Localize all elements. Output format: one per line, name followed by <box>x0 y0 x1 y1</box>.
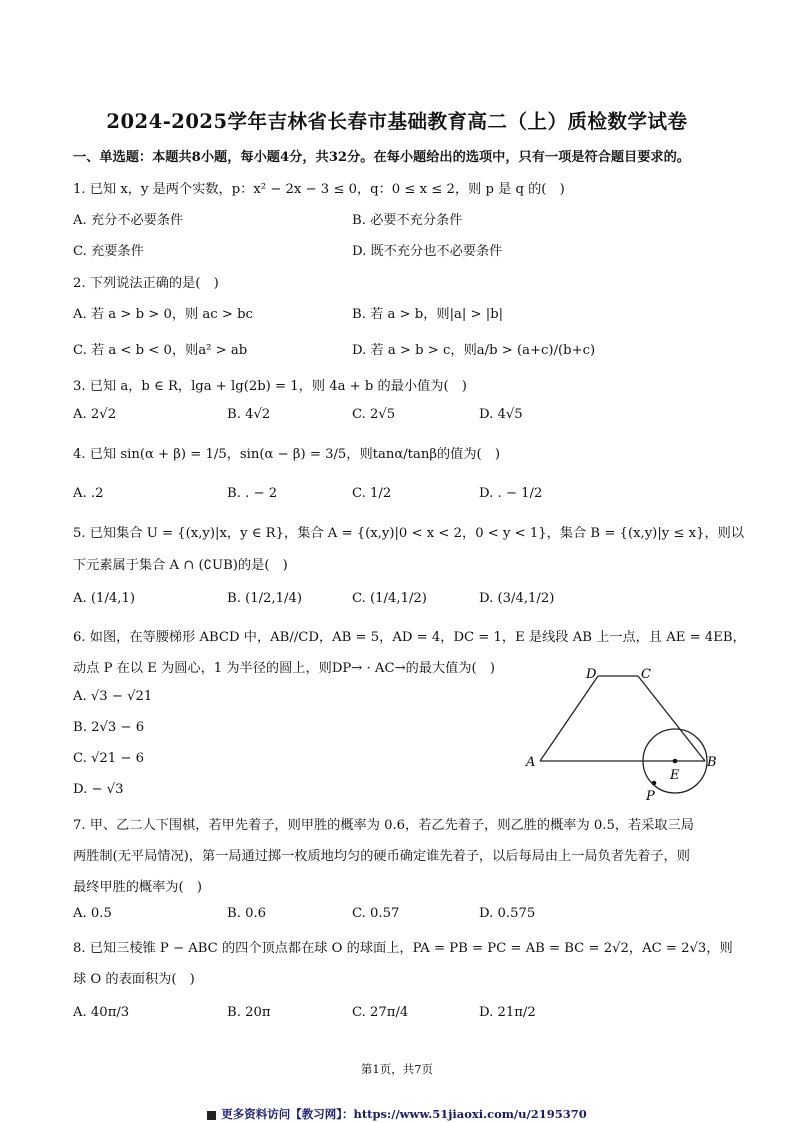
question-7-option-a: A. 0.5 <box>73 906 112 921</box>
question-1-option-c: C. 充要条件 <box>73 244 144 259</box>
question-1-option-a: A. 充分不必要条件 <box>73 213 184 228</box>
question-3-option-b: B. 4√2 <box>227 407 271 422</box>
promo-link[interactable]: 更多资料访问【教习网】：https://www.51jiaoxi.com/u/2195370 <box>221 1107 587 1121</box>
question-7-option-b: B. 0.6 <box>227 906 267 921</box>
question-5-stem-line1: 5. 已知集合 U = {(x,y)|x，y ∈ R}，集合 A = {(x,y)|0 < x < 2，0 < y < 1}，集合 B = {(x,y)|y ≤ x}，则以 <box>73 526 745 541</box>
label-e: E <box>670 768 680 783</box>
label-p: P <box>646 789 655 804</box>
segment-ad <box>540 676 598 761</box>
section-heading: 一、单选题：本题共8小题，每小题4分，共32分。在每小题给出的选项中，只有一项是符合题目要求的。 <box>73 150 690 165</box>
question-1-option-b: B. 必要不充分条件 <box>352 213 463 228</box>
question-7-stem-line1: 7. 甲、乙二人下围棋，若甲先着子，则甲胜的概率为 0.6，若乙先着子，则乙胜的概率为 0.5，若采取三局 <box>73 818 694 833</box>
question-5-option-b: B. (1/2,1/4) <box>227 591 303 606</box>
question-2-option-b: B. 若 a > b，则|a| > |b| <box>352 307 504 322</box>
point-e <box>673 759 678 764</box>
question-5-option-d: D. (3/4,1/2) <box>479 591 555 606</box>
exam-title: 2024-2025学年吉林省长春市基础教育高二（上）质检数学试卷 <box>106 110 688 133</box>
question-6-stem-line2: 动点 P 在以 E 为圆心，1 为半径的圆上，则DP→ · AC→的最大值为( ) <box>73 661 495 676</box>
trapezoid-figure <box>520 660 725 805</box>
question-8-stem-line1: 8. 已知三棱锥 P − ABC 的四个顶点都在球 O 的球面上，PA = PB = PC = AB = BC = 2√2，AC = 2√3，则 <box>73 941 733 956</box>
question-8-option-b: B. 20π <box>227 1005 271 1020</box>
question-7-option-d: D. 0.575 <box>479 906 536 921</box>
question-6-stem-line1: 6. 如图，在等腰梯形 ABCD 中，AB//CD，AB = 5，AD = 4，DC = 1，E 是线段 AB 上一点，且 AE = 4EB， <box>73 630 746 645</box>
question-4-option-d: D. . − 1/2 <box>479 486 543 501</box>
page-footer: 第1页，共7页 <box>360 1062 434 1076</box>
question-3-option-c: C. 2√5 <box>352 407 396 422</box>
question-2-option-d: D. 若 a > b > c，则a/b > (a+c)/(b+c) <box>352 343 596 358</box>
question-8-option-d: D. 21π/2 <box>479 1005 536 1020</box>
question-6-option-b: B. 2√3 − 6 <box>73 720 145 735</box>
question-4-option-a: A. .2 <box>73 486 104 501</box>
question-2-option-a: A. 若 a > b > 0，则 ac > bc <box>73 307 253 322</box>
question-3-option-a: A. 2√2 <box>73 407 117 422</box>
question-2-option-c: C. 若 a < b < 0，则a² > ab <box>73 343 248 358</box>
point-p <box>652 781 657 786</box>
question-8-option-a: A. 40π/3 <box>73 1005 130 1020</box>
label-a: A <box>526 755 536 770</box>
question-4-option-b: B. . − 2 <box>227 486 278 501</box>
question-5-option-a: A. (1/4,1) <box>73 591 136 606</box>
label-b: B <box>707 755 717 770</box>
question-4-option-c: C. 1/2 <box>352 486 392 501</box>
question-8-option-c: C. 27π/4 <box>352 1005 409 1020</box>
promo-banner[interactable] <box>0 1106 794 1122</box>
question-6-option-a: A. √3 − √21 <box>73 689 153 704</box>
label-c: C <box>641 667 651 682</box>
question-6-option-d: D. − √3 <box>73 782 124 797</box>
question-4-stem: 4. 已知 sin(α + β) = 1/5，sin(α − β) = 3/5，则tanα/tanβ的值为( ) <box>73 447 501 462</box>
question-5-stem-line2: 下元素属于集合 A ∩ (∁UB)的是( ) <box>73 558 288 573</box>
question-7-option-c: C. 0.57 <box>352 906 400 921</box>
label-d: D <box>586 667 597 682</box>
flag-icon <box>207 1111 216 1120</box>
question-8-stem-line2: 球 O 的表面积为( ) <box>73 972 195 987</box>
question-3-stem: 3. 已知 a，b ∈ R，lga + lg(2b) = 1，则 4a + b 的最小值为( ) <box>73 379 467 394</box>
question-2-stem: 2. 下列说法正确的是( ) <box>73 276 219 291</box>
question-1-stem: 1. 已知 x，y 是两个实数，p：x² − 2x − 3 ≤ 0，q：0 ≤ x ≤ 2，则 p 是 q 的( ) <box>73 182 565 197</box>
question-3-option-d: D. 4√5 <box>479 407 523 422</box>
question-1-option-d: D. 既不充分也不必要条件 <box>352 244 503 259</box>
question-7-stem-line3: 最终甲胜的概率为( ) <box>73 880 202 895</box>
question-7-stem-line2: 两胜制(无平局情况)，第一局通过掷一枚质地均匀的硬币确定谁先着子，以后每局由上一局负者先着子，则 <box>73 849 690 864</box>
question-5-option-c: C. (1/4,1/2) <box>352 591 427 606</box>
question-6-option-c: C. √21 − 6 <box>73 751 145 766</box>
segment-cb <box>638 676 705 761</box>
